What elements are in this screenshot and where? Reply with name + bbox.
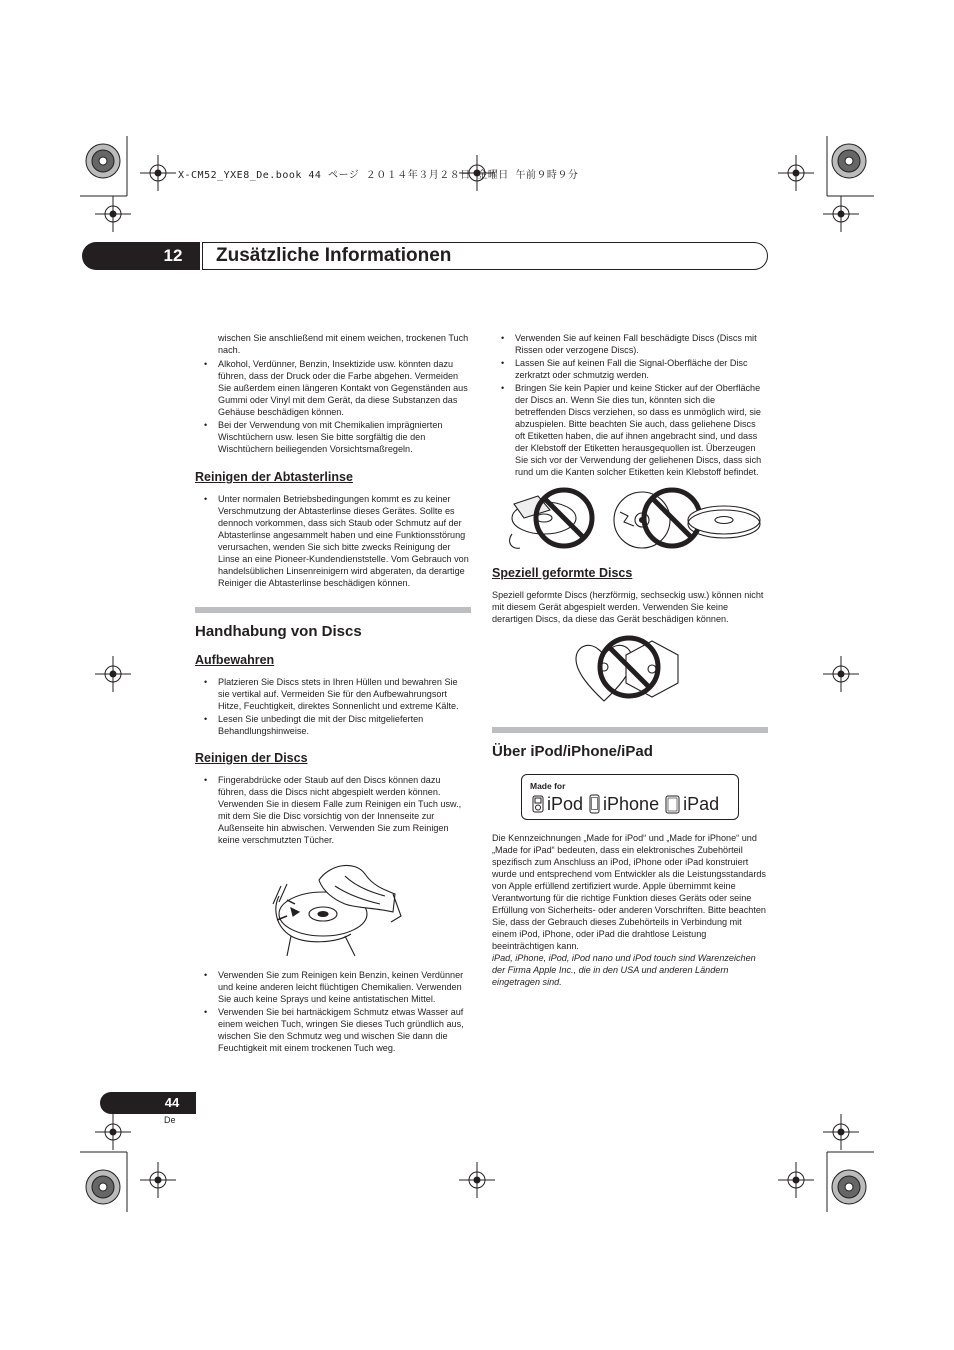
left-column (195, 332, 471, 1055)
list-item: • Platzieren Sie Discs stets in Ihren Hüllen und bewahren Sie sie vertikal auf. Vermeiden Sie für den Aufbewahrungsort Hitze, Feuchtigkeit, direktes Sonnenlicht und extreme Kälte. (195, 676, 471, 712)
list-item: • Verwenden Sie bei hartnäckigem Schmutz etwas Wasser auf einem weichen Tuch, wringen Sie dieses Tuch gründlich aus, wischen Sie den Schmutz weg und wischen Sie dann die Feuchtigkeit mit einem trockenen Tuch weg. (195, 1006, 471, 1054)
list-item: • Verwenden Sie auf keinen Fall beschädigte Discs (Discs mit Rissen oder verzogene Discs). (492, 332, 768, 356)
rosette-top-left (86, 144, 120, 178)
crosshair-left-mid (95, 656, 131, 692)
trademark-note: iPad, iPhone, iPod, iPod nano und iPod touch sind Warenzeichen der Firma Apple Inc., die in den USA und anderen Ländern eingetragen sind. (492, 953, 756, 987)
right-column (492, 332, 768, 988)
ipod-label: iPod (547, 794, 584, 814)
crosshair-bottom-center (459, 1162, 495, 1198)
list-item: • Alkohol, Verdünner, Benzin, Insektizide usw. könnten dazu führen, dass der Druck oder die Farbe abgehen. Vermeiden Sie außerdem einen längeren Kontakt von Gegenständen aus Gummi oder Vinyl mit dem Gerät, da diese Substanzen das Gehäuse beschädigen können. (195, 358, 471, 418)
warped-disc-icon (688, 506, 760, 538)
heading-lens-cleaning: Reinigen der Abtasterlinse (195, 470, 353, 484)
lens-bullet-list (195, 493, 471, 589)
crosshair-right-lower (823, 1114, 859, 1150)
crosshair-top-left (140, 155, 176, 191)
shaped-discs-prohibited-illustration (492, 633, 768, 703)
made-for-label: Made for (530, 781, 566, 791)
list-item: • Unter normalen Betriebsbedingungen kommt es zu keiner Verschmutzung der Abtasterlinse dieses Gerätes. Sollte es dennoch vorkommen, dass sich Staub oder Schmutz auf der Abtasterlinse angesammelt haben und eine Funktionsstörung verursachen, wenden Sie sich bitte zwecks Reinigung der Linse an eine Pioneer-Kundendienststelle. Vom Gebrauch von handelsüblichen Linsenreinigern wird abgeraten, da derartige Reiniger die Abtasterlinse beschädigen können. (195, 493, 471, 589)
book-info-line: X-CM52_YXE8_De.book 44 ページ ２０１４年３月２８日 金曜日 午前９時９分 (178, 170, 579, 181)
page-language: De (164, 1115, 176, 1125)
storage-bullet-list (195, 676, 471, 737)
heading-disc-cleaning: Reinigen der Discs (195, 751, 308, 765)
iphone-icon (589, 794, 600, 814)
page-number: 44 (164, 1095, 180, 1110)
disc-care-bullet-list (492, 332, 768, 478)
section-divider (195, 607, 471, 613)
crosshair-right-mid (823, 656, 859, 692)
rosette-top-right (832, 144, 866, 178)
ipod-icon (532, 795, 544, 813)
rosette-bottom-right (832, 1170, 866, 1204)
heading-ipod: Über iPod/iPhone/iPad (492, 743, 653, 760)
chapter-number: 12 (163, 246, 183, 265)
device-list (532, 793, 719, 815)
cleaning-bullet-list-2 (195, 969, 471, 1054)
damaged-discs-prohibited-illustration (492, 484, 768, 556)
disc-wiping-illustration (195, 856, 471, 961)
list-item: • Verwenden Sie zum Reinigen kein Benzin, keinen Verdünner und keine anderen leicht flüchtigen Chemikalien. Verwenden Sie auch keine Sprays und keine antistatischen Mittel. (195, 969, 471, 1005)
heading-storage: Aufbewahren (195, 653, 275, 667)
crosshair-top-right (778, 155, 814, 191)
made-for-ipod-logo (521, 774, 739, 820)
crosshair-right-upper (823, 196, 859, 232)
ipad-label: iPad (683, 794, 720, 814)
list-item: • Fingerabdrücke oder Staub auf den Discs können dazu führen, dass die Discs nicht abgespielt werden können. Verwenden Sie in diesem Falle zum Reinigen ein Tuch usw., mit dem Sie die Disc vorsichtig von der Innenseite zur Außenseite hin abwischen. Verwenden Sie zum Reinigen keine verschmutzten Tücher. (195, 774, 471, 846)
ipad-icon (665, 795, 680, 814)
heading-shaped-discs: Speziell geformte Discs (492, 566, 633, 580)
rosette-bottom-left (86, 1170, 120, 1204)
list-item: • Lesen Sie unbedingt die mit der Disc mitgelieferten Behandlungshinweise. (195, 713, 471, 737)
care-bullet-list (195, 358, 471, 455)
ipod-disclaimer-text: Die Kennzeichnungen „Made for iPod“ und „Made for iPhone“ und „Made for iPad“ bedeuten, dass ein elektronisches Zubehörteil spezifisch zum Anschluss an iPod, iPhone oder iPad konstruiert wurde und entsprechend vom Entwickler als die Leistungsstandards von Apple erfüllend zertifiziert wurde. Apple übernimmt keine Verantwortung für die richtige Funktion dieses Geräts oder seine Erfüllung von Sicherheits- oder anderen Vorschriften. Bitte beachten Sie, dass der Gebrauch dieses Zubehörteils in Verbindung mit einem iPod, iPhone, oder iPad die drahtlose Leistung beeinträchtigen kann. (492, 833, 766, 951)
device-ipod (532, 793, 583, 815)
cleaning-bullet-list-1 (195, 774, 471, 846)
iphone-label: iPhone (603, 794, 660, 814)
device-iphone (589, 793, 659, 815)
list-item: • Bringen Sie kein Papier und keine Sticker auf der Oberfläche der Discs an. Wenn Sie dies tun, könnten sich die betreffenden Discs verziehen, so dass es unmöglich wird, sie abzuspielen. Bitte beachten Sie auch, dass geliehene Discs oft Etiketten haben, die auf ihnen angebracht sind, und dass der Klebstoff der Etiketten herausgequollen ist. Überzeugen Sie sich vor der Verwendung der geliehenen Discs, dass sich rund um die Kanten solcher Etiketten kein Klebstoff befindet. (492, 382, 768, 478)
heading-disc-handling: Handhabung von Discs (195, 623, 362, 640)
continued-text: wischen Sie anschließend mit einem weichen, trockenen Tuch nach. (218, 333, 469, 355)
device-ipad (665, 793, 719, 815)
crosshair-bottom-left (140, 1162, 176, 1198)
crosshair-bottom-right (778, 1162, 814, 1198)
chapter-title: Zusätzliche Informationen (216, 245, 452, 266)
list-item: • Lassen Sie auf keinen Fall die Signal-Oberfläche der Disc zerkratzt oder schmutzig werden. (492, 357, 768, 381)
shaped-discs-text: Speziell geformte Discs (herzförmig, sechseckig usw.) können nicht mit diesem Gerät abgespielt werden. Verwenden Sie keine derartigen Discs, da diese das Gerät beschädigen können. (492, 590, 764, 624)
list-item: • Bei der Verwendung von mit Chemikalien imprägnierten Wischtüchern usw. lesen Sie bitte sorgfältig die den Wischtüchern beiliegenden Vorsichtsmaßregeln. (195, 419, 471, 455)
section-divider (492, 727, 768, 733)
crosshair-left-lower (95, 1114, 131, 1150)
crosshair-left-upper (95, 196, 131, 232)
